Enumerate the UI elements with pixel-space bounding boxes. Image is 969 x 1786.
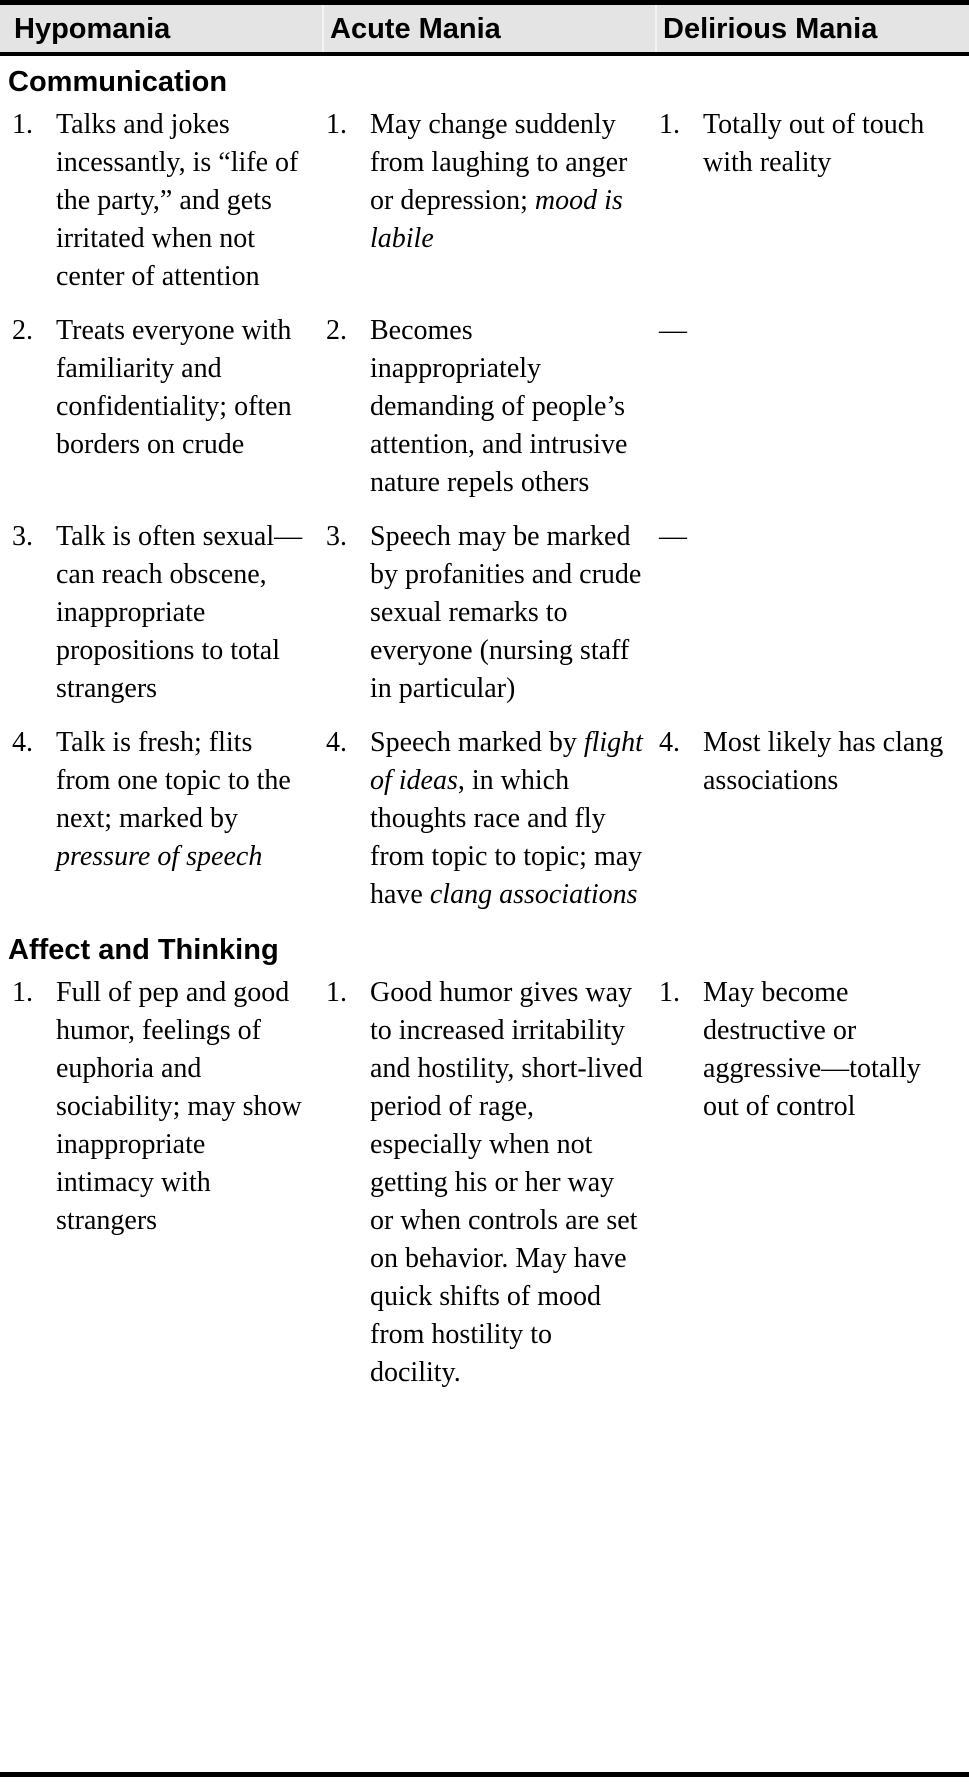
column-header-delirious-mania: Delirious Mania	[655, 5, 969, 52]
table-cell	[0, 312, 322, 464]
item-number: 4.	[326, 727, 347, 758]
table-cell	[655, 106, 969, 182]
table-row	[0, 106, 969, 296]
italic-term: mood is labile	[370, 185, 623, 254]
item-text	[56, 974, 308, 1240]
table-body	[0, 62, 969, 1392]
table-cell	[0, 974, 322, 1240]
text-segment: Good humor gives way to increased irritability and hostility, short-lived period of rage, especially when not getting his or her way or when controls are set on behavior. May have quick shifts of mood from hostility to docility.	[370, 977, 643, 1388]
table-cell	[322, 106, 655, 258]
text-segment: Speech marked by	[370, 727, 584, 758]
italic-term: pressure of speech	[56, 841, 263, 872]
text-segment: Totally out of touch with reality	[703, 109, 925, 178]
item-number: 1.	[659, 109, 680, 140]
table-header-row	[0, 5, 969, 56]
item-number: 4.	[659, 727, 680, 758]
text-segment: , in which thoughts race and fly from topic to topic; may have	[370, 765, 643, 910]
item-text	[56, 724, 308, 876]
table-row	[0, 518, 969, 708]
item-text	[370, 724, 643, 914]
item-text	[370, 106, 643, 258]
table-cell	[0, 106, 322, 296]
table-cell	[655, 312, 969, 350]
item-number: 1.	[326, 109, 347, 140]
table-row	[0, 312, 969, 502]
table-cell	[322, 518, 655, 708]
item-text	[56, 312, 308, 464]
italic-term: clang associations	[429, 879, 638, 910]
section-title: Communication	[8, 66, 228, 98]
text-segment: Treats everyone with familiarity and confidentiality; often borders on crude	[56, 315, 292, 460]
table-cell	[0, 724, 322, 876]
text-segment: Talk is fresh; flits from one topic to the next; marked by	[56, 727, 291, 834]
text-segment: Talk is often sexual—can reach obscene, inappropriate propositions to total strangers	[56, 521, 303, 704]
table-row	[0, 724, 969, 914]
item-number: 1.	[659, 977, 680, 1008]
table-row	[0, 974, 969, 1392]
text-segment: Talks and jokes incessantly, is “life of the party,” and gets irritated when not center of attention	[56, 109, 299, 292]
item-number: 1.	[12, 977, 33, 1008]
table-cell	[655, 724, 969, 800]
text-segment: Most likely has clang associations	[703, 727, 944, 796]
table-cell	[655, 518, 969, 556]
item-text	[370, 312, 643, 502]
item-number: 3.	[12, 521, 33, 552]
item-number: 1.	[326, 977, 347, 1008]
italic-term: flight of ideas	[370, 727, 643, 796]
table-cell	[322, 312, 655, 502]
table-cell	[322, 724, 655, 914]
text-segment: Becomes inappropriately demanding of people’s attention, and intrusive nature repels others	[370, 315, 628, 498]
table-cell	[0, 518, 322, 708]
item-text	[370, 518, 643, 708]
item-number: 3.	[326, 521, 347, 552]
text-segment: Speech may be marked by profanities and crude sexual remarks to everyone (nursing staff in particular)	[370, 521, 642, 704]
empty-cell-dash: —	[659, 315, 687, 346]
item-text	[56, 518, 308, 708]
item-text	[703, 974, 963, 1126]
empty-cell-dash: —	[659, 521, 687, 552]
item-text	[703, 106, 963, 182]
item-text	[370, 974, 643, 1392]
item-text	[56, 106, 308, 296]
column-header-hypomania: Hypomania	[14, 13, 171, 45]
item-number: 1.	[12, 109, 33, 140]
item-number: 2.	[326, 315, 347, 346]
text-segment: Full of pep and good humor, feelings of euphoria and sociability; may show inappropriate intimacy with strangers	[56, 977, 302, 1236]
item-number: 4.	[12, 727, 33, 758]
table-cell	[322, 974, 655, 1392]
column-header-acute-mania: Acute Mania	[322, 5, 655, 52]
text-segment: May change suddenly from laughing to anger or depression;	[370, 109, 628, 216]
item-text	[703, 724, 963, 800]
section-title: Affect and Thinking	[8, 934, 279, 966]
table-cell	[655, 974, 969, 1126]
item-number: 2.	[12, 315, 33, 346]
text-segment: May become destructive or aggressive—totally out of control	[703, 977, 921, 1122]
